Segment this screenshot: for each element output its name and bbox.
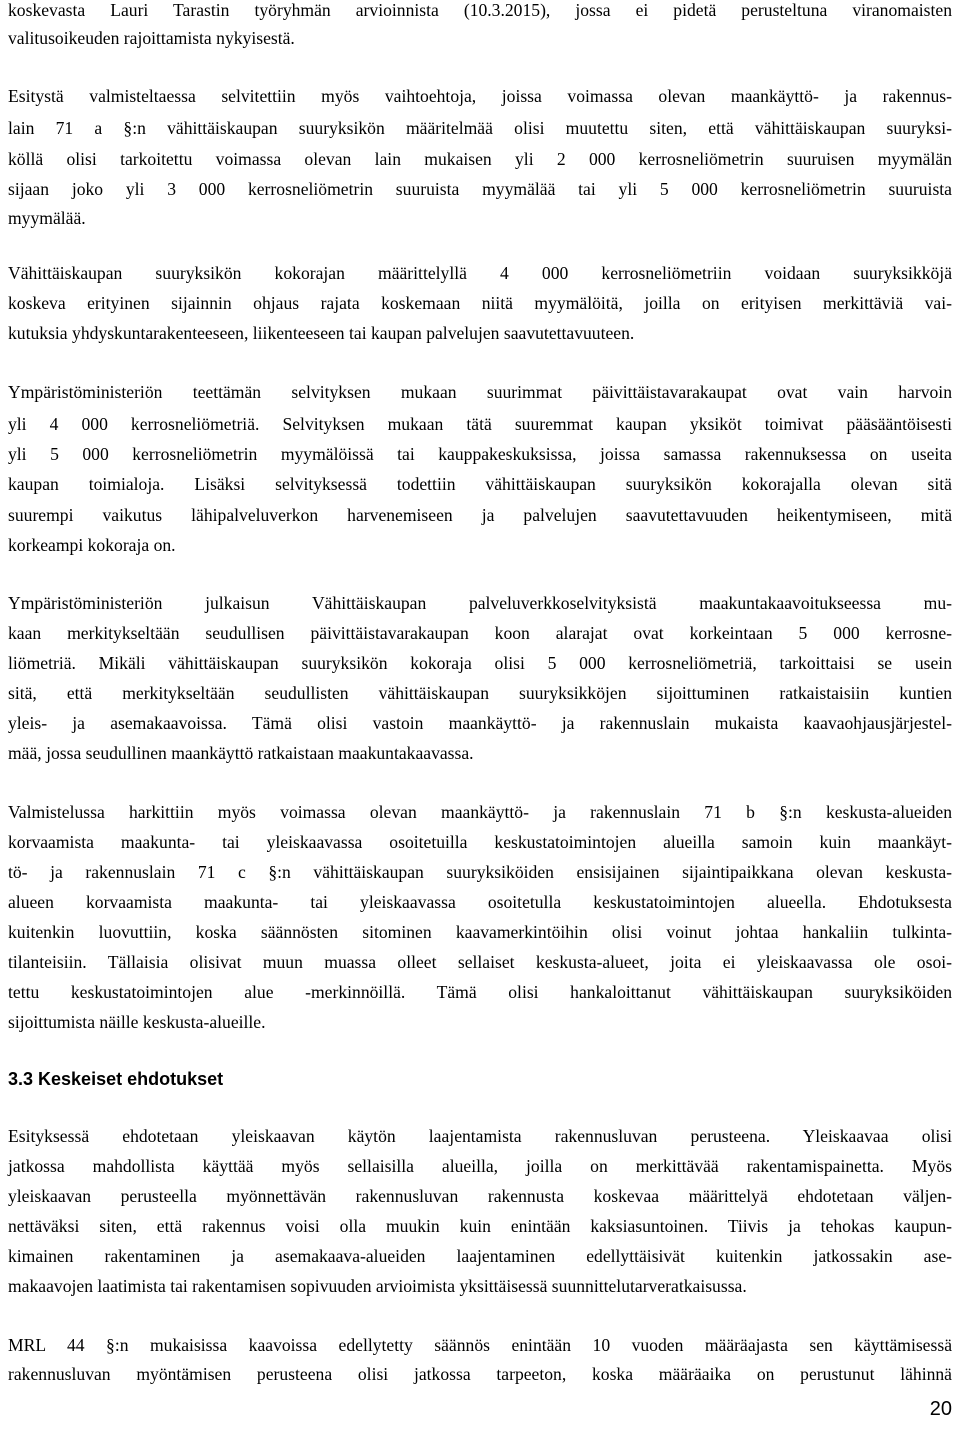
- paragraph-line: korvaamista maakunta- tai yleiskaavassa osoitetuilla keskustatoimintojen alueilla samoin kuin maankäyt-: [8, 832, 952, 852]
- paragraph-line: liömetriä. Mikäli vähittäiskaupan suuryksikön kokoraja olisi 5 000 kerrosneliömetriä, tarkoittaisi se usein: [8, 653, 952, 673]
- paragraph-line: kimainen rakentaminen ja asemakaava-alueiden laajentaminen edellyttäisivät kuitenkin jatkossakin ase-: [8, 1246, 952, 1266]
- paragraph-line: alueen korvaamista maakunta- tai yleiskaavassa osoitetulla keskustatoimintojen alueella. Ehdotuksesta: [8, 892, 952, 912]
- paragraph-line: rakennusluvan myöntämisen perusteena olisi jatkossa tarpeeton, koska määräaika on perustunut lähinnä: [8, 1364, 952, 1384]
- paragraph-line: nettäväksi siten, että rakennus voisi olla muukin kuin enintään kaksiasuntoinen. Tiivis ja tehokas kaupun-: [8, 1216, 952, 1236]
- paragraph-line: Ympäristöministeriön teettämän selvityksen mukaan suurimmat päivittäistavarakaupat ovat vain harvoin: [8, 382, 952, 402]
- paragraph-line: valitusoikeuden rajoittamista nykyisestä.: [8, 28, 295, 48]
- paragraph-line: kaupan toimialoja. Lisäksi selvityksessä todettiin vähittäiskaupan suuryksikön kokorajalla olevan sitä: [8, 474, 952, 494]
- page-number: 20: [929, 1398, 952, 1420]
- paragraph-line: lain 71 a §:n vähittäiskaupan suuryksikön määritelmää olisi muutettu siten, että vähittäiskaupan suuryksi-: [8, 118, 952, 138]
- paragraph-line: tettu keskustatoimintojen alue -merkinnöillä. Tämä olisi hankaloittanut vähittäiskaupan suuryksiköiden: [8, 982, 952, 1002]
- paragraph-line: tilanteisiin. Tällaisia olisivat muun muassa olleet sellaiset keskusta-alueet, joita ei yleiskaavassa ole osoi-: [8, 952, 952, 972]
- paragraph-line: köllä olisi tarkoitettu voimassa olevan lain mukaisen yli 2 000 kerrosneliömetrin suuruisen myymälän: [8, 149, 952, 169]
- paragraph-line: yleiskaavan perusteella myönnettävän rakennusluvan rakennusta koskevaa määrittelyä ehdotetaan väljen-: [8, 1186, 952, 1206]
- paragraph-line: kaan merkitykseltään seudullisen päivittäistavarakaupan koon alarajat ovat korkeintaan 5 000 kerrosne-: [8, 623, 952, 643]
- paragraph-line: makaavojen laatimista tai rakentamisen sopivuuden arvioimista yksittäisessä suunnittelutarveratkaisussa.: [8, 1276, 747, 1296]
- paragraph-line: jatkossa mahdollista käyttää myös sellaisilla alueilla, joilla on merkittävää rakentamispainetta. Myös: [8, 1156, 952, 1176]
- paragraph-line: tö- ja rakennuslain 71 c §:n vähittäiskaupan suuryksiköiden ensisijainen sijaintipaikkana olevan keskusta-: [8, 862, 952, 882]
- paragraph-line: korkeampi kokoraja on.: [8, 535, 176, 555]
- paragraph-line: myymälää.: [8, 208, 86, 228]
- paragraph-line: kuitenkin luovuttiin, koska säännösten sitominen kaavamerkintöihin olisi voinut johtaa hankaliin tulkinta-: [8, 922, 952, 942]
- paragraph-line: Ympäristöministeriön julkaisun Vähittäiskaupan palveluverkkoselvityksistä maakuntakaavoitukseessa mu-: [8, 593, 952, 613]
- paragraph-line: koskeva erityinen sijainnin ohjaus rajata koskemaan niitä myymälöitä, joilla on erityisen merkittäviä vai-: [8, 293, 952, 313]
- section-heading: 3.3 Keskeiset ehdotukset: [8, 1069, 224, 1089]
- paragraph-line: yli 4 000 kerrosneliömetriä. Selvityksen mukaan tätä suuremmat kaupan yksiköt toimivat pääsääntöisesti: [8, 414, 952, 434]
- paragraph-line: sitä, että merkitykseltään seudullisten vähittäiskaupan suuryksikköjen sijoittuminen ratkaistaisiin kuntien: [8, 683, 952, 703]
- paragraph-line: MRL 44 §:n mukaisissa kaavoissa edellytetty säännös enintään 10 vuoden määräajasta sen käyttämisessä: [8, 1335, 952, 1355]
- paragraph-line: yleis- ja asemakaavoissa. Tämä olisi vastoin maankäyttö- ja rakennuslain mukaista kaavaohjausjärjestel-: [8, 713, 952, 733]
- paragraph-line: Esityksessä ehdotetaan yleiskaavan käytön laajentamista rakennusluvan perusteena. Yleiskaavaa olisi: [8, 1126, 952, 1146]
- paragraph-line: koskevasta Lauri Tarastin työryhmän arvioinnista (10.3.2015), jossa ei pidetä perusteltuna viranomaisten: [8, 0, 952, 20]
- paragraph-line: Vähittäiskaupan suuryksikön kokorajan määrittelyllä 4 000 kerrosneliömetriin voidaan suuryksikköjä: [8, 263, 952, 283]
- paragraph-line: suurempi vaikutus lähipalveluverkon harvenemiseen ja palvelujen saavutettavuuden heikentymiseen, mitä: [8, 505, 952, 525]
- paragraph-line: sijoittumista näille keskusta-alueille.: [8, 1012, 266, 1032]
- paragraph-line: mää, jossa seudullinen maankäyttö ratkaistaan maakuntakaavassa.: [8, 743, 474, 763]
- paragraph-line: yli 5 000 kerrosneliömetrin myymälöissä tai kauppakeskuksissa, joissa samassa rakennuksessa on useita: [8, 444, 952, 464]
- paragraph-line: Valmistelussa harkittiin myös voimassa olevan maankäyttö- ja rakennuslain 71 b §:n keskusta-alueiden: [8, 802, 952, 822]
- paragraph-line: kutuksia yhdyskuntarakenteeseen, liikenteeseen tai kaupan palvelujen saavutettavuuteen.: [8, 323, 635, 343]
- paragraph-line: sijaan joko yli 3 000 kerrosneliömetrin suuruista myymälää tai yli 5 000 kerrosneliömetrin suuruista: [8, 179, 952, 199]
- paragraph-line: Esitystä valmisteltaessa selvitettiin myös vaihtoehtoja, joissa voimassa olevan maankäyttö- ja rakennus-: [8, 86, 952, 106]
